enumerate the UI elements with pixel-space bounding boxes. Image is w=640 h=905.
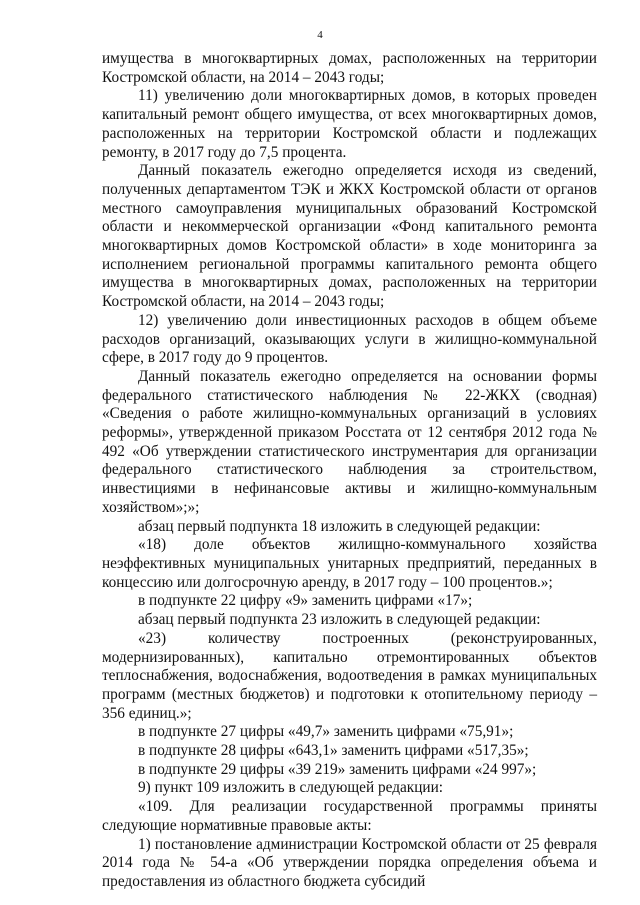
paragraph-instruction-22: в подпункте 22 цифру «9» заменить цифрами «17»; (138, 592, 473, 610)
paragraph-item-11-note: Данный показатель ежегодно определяется исходя из сведений, полученных департаментом ТЭК и ЖКХ Костромской области от органов местного самоуправления муниципальных образований Костромской области и некоммерческой организации «Фонд капитального ремонта многоквартирных домов Костромской области» в ходе мониторинга за исполнением региональной программы капитального ремонта общего имущества в многоквартирных домах, расположенных на территории Костромской области, на 2014 – 2043 годы; (102, 162, 597, 311)
paragraph-instruction-27: в подпункте 27 цифры «49,7» заменить цифрами «75,91»; (138, 723, 514, 741)
paragraph-item-12-note: Данный показатель ежегодно определяется на основании формы федерального статистического наблюдения № 22-ЖКХ (сводная) «Сведения о работе жилищно-коммунальных организаций в условиях реформы», утвержденной приказом Росстата от 12 сентября 2012 года № 492 «Об утверждении статистического инструментария для организации федерального статистического наблюдения за строительством, инвестициями в нефинансовые активы и жилищно-коммунальным хозяйством»;»; (102, 367, 597, 516)
paragraph-item-9: 9) пункт 109 изложить в следующей редакции: (138, 779, 444, 797)
paragraph-item-18: «18) доле объектов жилищно-коммунального хозяйства неэффективных муниципальных унитарных предприятий, переданных в концессию или долгосрочную аренду, в 2017 году – 100 процентов.»; (102, 536, 597, 591)
paragraph-continuation: имущества в многоквартирных домах, расположенных на территории Костромской области, на 2014 – 2043 годы; (102, 50, 597, 86)
paragraph-instruction-23: абзац первый подпункта 23 изложить в следующей редакции: (138, 611, 541, 629)
page-number: 4 (317, 29, 323, 41)
paragraph-instruction-29: в подпункте 29 цифры «39 219» заменить цифрами «24 997»; (138, 760, 537, 778)
document-body (102, 50, 597, 892)
paragraph-item-11: 11) увеличению доли многоквартирных домов, в которых проведен капитальный ремонт общего имущества, от всех многоквартирных домов, расположенных на территории Костромской области и подлежащих ремонту, в 2017 году до 7,5 процента. (102, 87, 597, 161)
paragraph-item-109: «109. Для реализации государственной программы приняты следующие нормативные правовые акты: (102, 798, 597, 834)
paragraph-act-1: 1) постановление администрации Костромской области от 25 февраля 2014 года № 54-а «Об утверждении порядка определения объема и предоставления из областного бюджета субсидий (102, 835, 597, 890)
paragraph-item-23: «23) количеству построенных (реконструированных, модернизированных), капитально отремонтированных объектов теплоснабжения, водоснабжения, водоотведения в рамках муниципальных программ (местных бюджетов) и подготовки к отопительному периоду – 356 единиц.»; (102, 629, 597, 722)
paragraph-instruction-28: в подпункте 28 цифры «643,1» заменить цифрами «517,35»; (138, 742, 529, 760)
paragraph-instruction-18: абзац первый подпункта 18 изложить в следующей редакции: (138, 517, 541, 535)
paragraph-item-12: 12) увеличению доли инвестиционных расходов в общем объеме расходов организаций, оказывающих услуги в жилищно-коммунальной сфере, в 2017 году до 9 процентов. (102, 311, 597, 367)
